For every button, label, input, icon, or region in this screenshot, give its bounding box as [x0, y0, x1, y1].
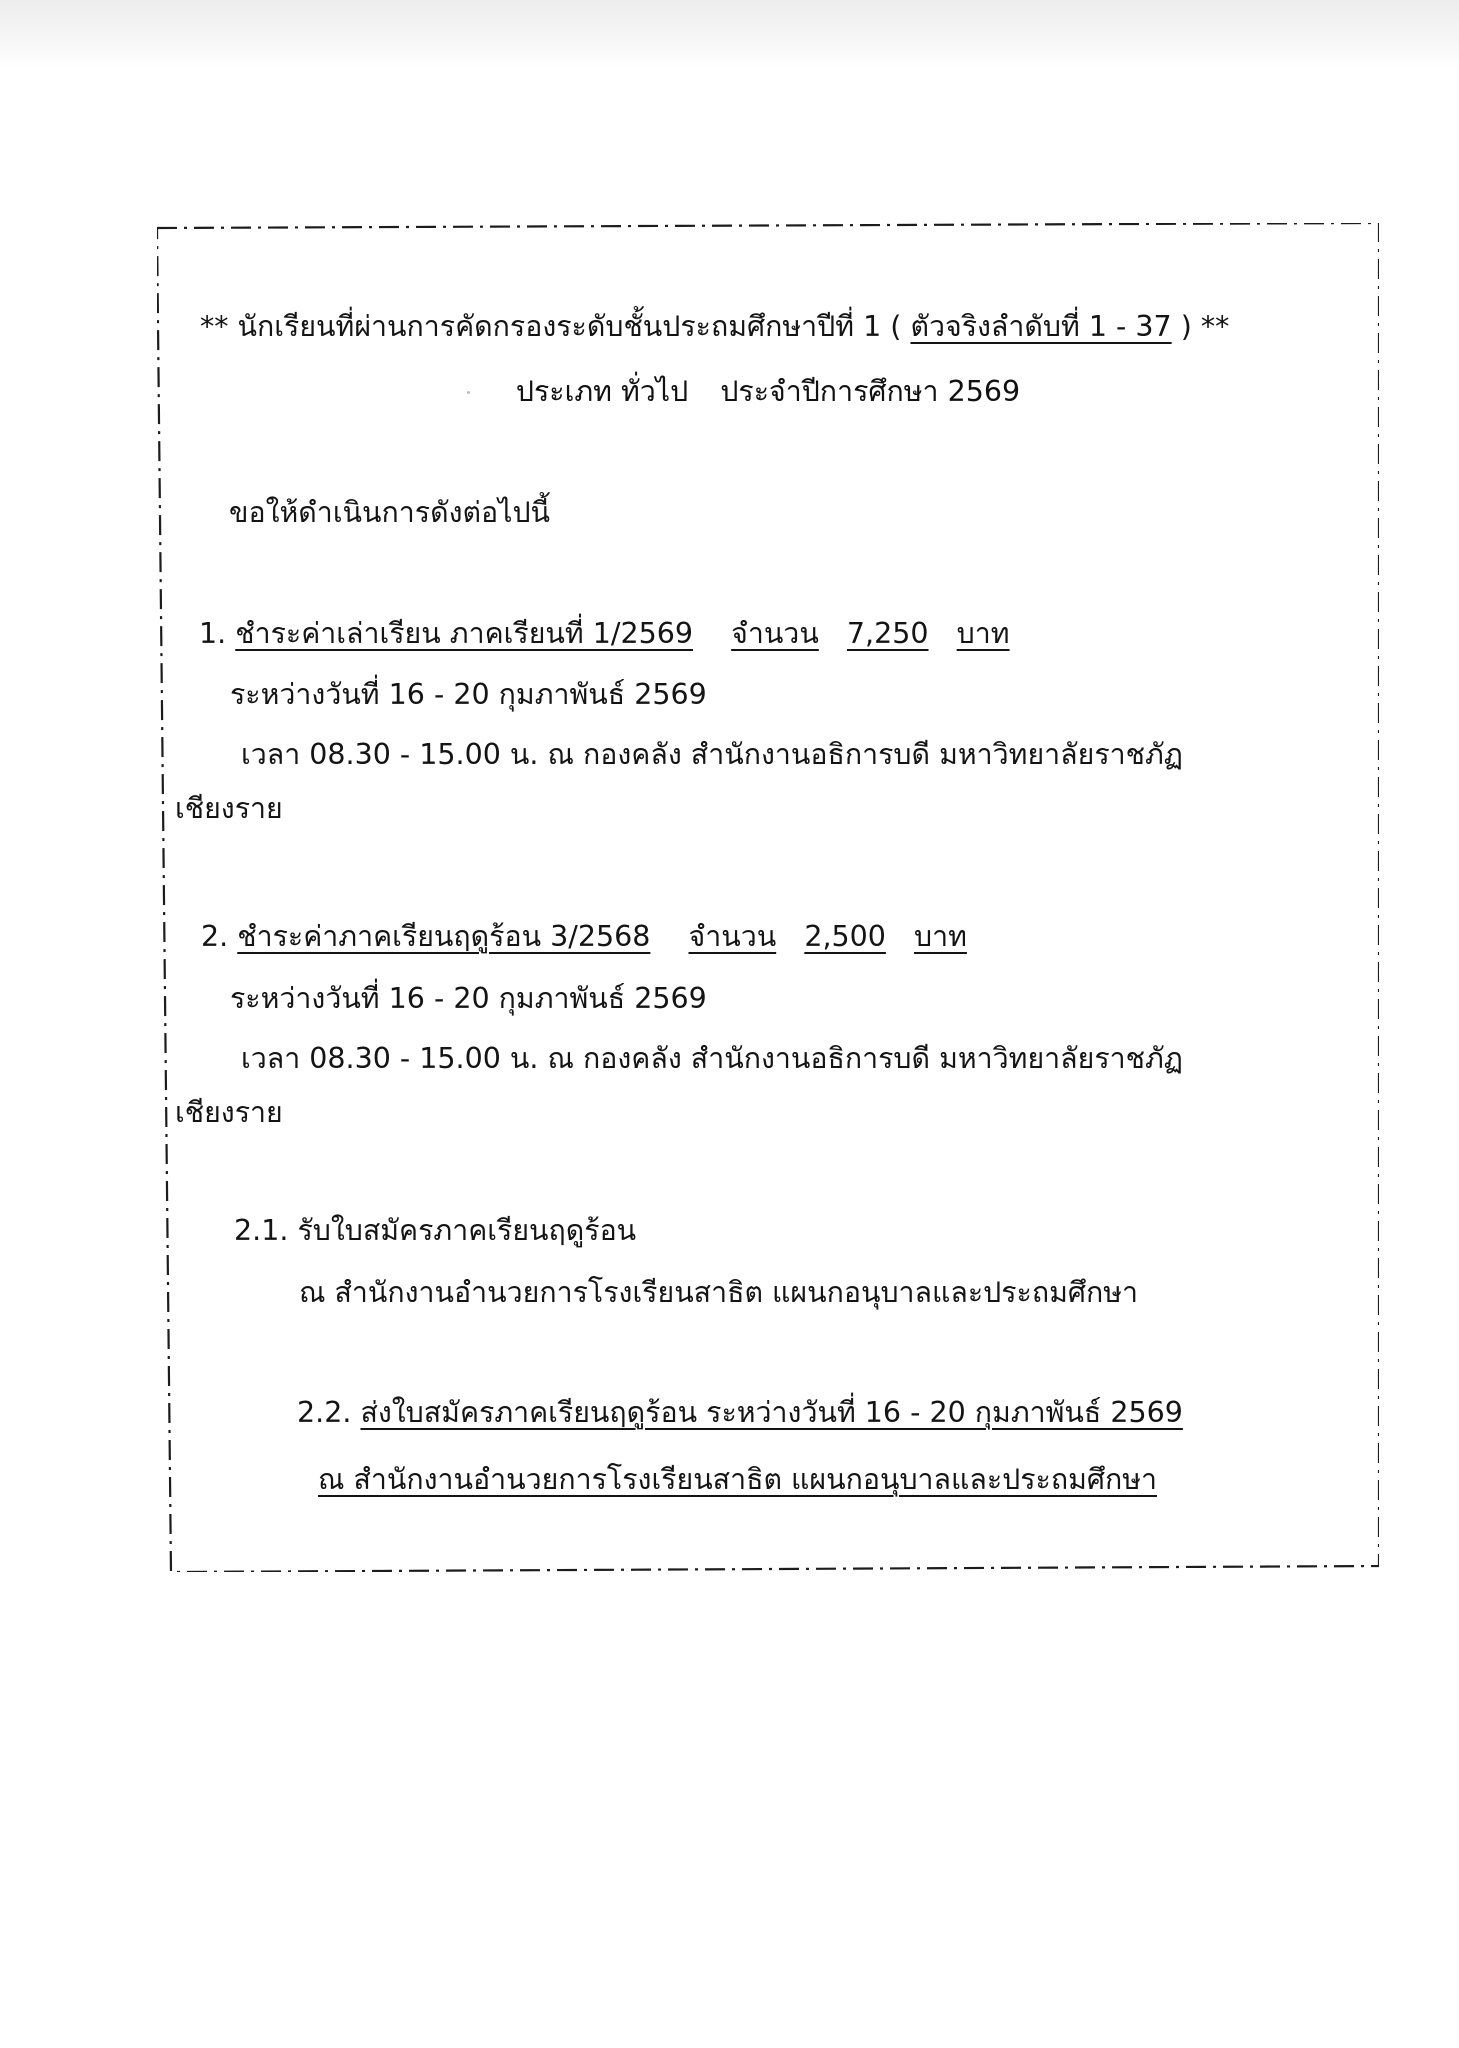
item2-amount-label: จำนวน: [688, 920, 777, 953]
dashed-border: [157, 223, 1379, 1572]
item1-place-cont: เชียงราย: [175, 792, 283, 825]
item2-time-place: เวลา 08.30 - 15.00 น. ณ กองคลัง สำนักงานอธิการบดี มหาวิทยาลัยราชภัฏ: [241, 1042, 1183, 1075]
heading-underlined-range: ตัวจริงลำดับที่ 1 - 37: [910, 310, 1172, 343]
heading-prefix: ** นักเรียนที่ผ่านการคัดกรองระดับชั้นประถมศึกษาปีที่ 1 (: [200, 310, 902, 343]
intro-text: ขอให้ดำเนินการดังต่อไปนี้: [229, 496, 551, 529]
item2-2-number: 2.2.: [297, 1396, 352, 1429]
item2-2-place: [318, 1460, 1157, 1500]
item1-number: 1.: [199, 617, 227, 650]
heading-suffix: ) **: [1180, 310, 1230, 343]
scan-shadow: [0, 0, 1459, 68]
item2-amount: 2,500: [804, 920, 886, 953]
item2-title-line: [201, 917, 967, 957]
item1-title: ชำระค่าเล่าเรียน ภาคเรียนที่ 1/2569: [235, 617, 693, 650]
item2-2-place-text: ณ สำนักงานอำนวยการโรงเรียนสาธิต แผนกอนุบาลและประถมศึกษา: [318, 1463, 1158, 1496]
item1-amount: 7,250: [846, 617, 929, 650]
item2-1-title-line: [234, 1211, 636, 1251]
item1-time-place: เวลา 08.30 - 15.00 น. ณ กองคลัง สำนักงานอธิการบดี มหาวิทยาลัยราชภัฏ: [241, 738, 1183, 771]
item1-unit: บาท: [956, 617, 1010, 650]
notice-frame: [157, 223, 1379, 1572]
item2-1-title: รับใบสมัครภาคเรียนฤดูร้อน: [297, 1214, 637, 1247]
item2-2-title: ส่งใบสมัครภาคเรียนฤดูร้อน ระหว่างวันที่ 16 - 20 กุมภาพันธ์ 2569: [360, 1396, 1183, 1429]
heading-line-2: [157, 372, 1379, 412]
item2-place-cont: เชียงราย: [175, 1096, 283, 1129]
item1-dates: ระหว่างวันที่ 16 - 20 กุมภาพันธ์ 2569: [230, 678, 707, 711]
item2-number: 2.: [201, 920, 229, 953]
item2-2-title-line: [297, 1393, 1183, 1433]
item2-1-place: ณ สำนักงานอำนวยการโรงเรียนสาธิต แผนกอนุบาลและประถมศึกษา: [299, 1276, 1139, 1309]
item2-title: ชำระค่าภาคเรียนฤดูร้อน 3/2568: [237, 920, 651, 953]
item2-1-number: 2.1.: [234, 1214, 289, 1247]
item1-title-line: [199, 614, 1010, 654]
item2-dates: ระหว่างวันที่ 16 - 20 กุมภาพันธ์ 2569: [230, 982, 707, 1015]
heading-line-1: [200, 307, 1229, 347]
item1-amount-label: จำนวน: [731, 617, 819, 650]
heading-year: ประจำปีการศึกษา 2569: [720, 375, 1021, 408]
heading-category: ประเภท ทั่วไป: [515, 375, 689, 408]
item2-unit: บาท: [914, 920, 967, 953]
